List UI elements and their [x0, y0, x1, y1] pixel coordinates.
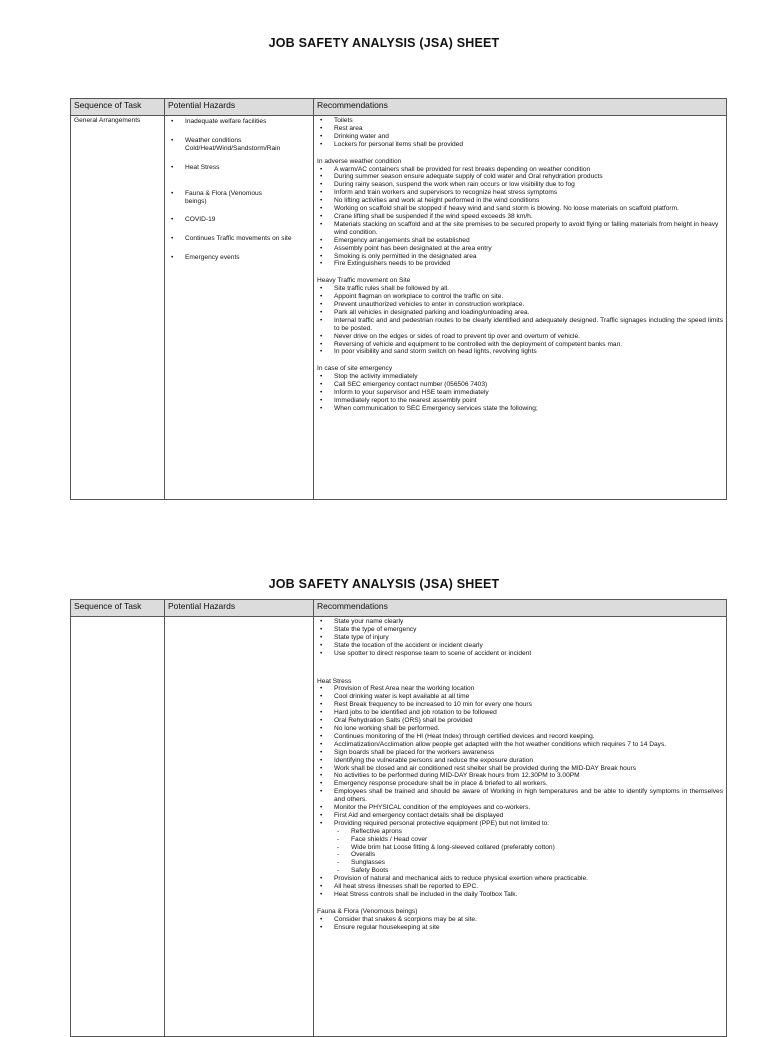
list-item: • A warm/AC containers shall be provided for rest breaks depending on weather condition [317, 166, 723, 174]
list-item: • Provision of natural and mechanical aids to reduce physical exertion where practicable. [317, 875, 723, 883]
list-item: • Emergency response procedure shall be in place & briefed to all workers. [317, 780, 723, 788]
list-item: • Provision of Rest Area near the working location [317, 685, 723, 693]
list-item: • Emergency arrangements shall be established [317, 237, 723, 245]
recommendations-cell [314, 116, 727, 500]
list-item: • First Aid and emergency contact details shall be displayed [317, 812, 723, 820]
list-item: • When communication to SEC Emergency services state the following; [317, 405, 723, 413]
list-item: • Providing required personal protective equipment (PPE) but not limited to: [317, 820, 723, 828]
page2-title: JOB SAFETY ANALYSIS (JSA) SHEET [268, 577, 500, 591]
emergency-cont-list [317, 618, 723, 658]
header-potential-hazards: Potential Hazards [165, 99, 314, 116]
list-item: • Lockers for personal items shall be provided [317, 141, 723, 149]
traffic-list [317, 285, 723, 356]
list-item: • Rest area [317, 125, 723, 133]
task-cell-empty [71, 617, 165, 1037]
traffic-heading: Heavy Traffic movement on Site [317, 277, 411, 285]
list-item: - Sunglasses [317, 859, 723, 867]
list-item: • State the type of emergency [317, 626, 723, 634]
hazard-item: • Emergency events [168, 254, 310, 262]
page2-header-row [71, 600, 727, 617]
page1-title: JOB SAFETY ANALYSIS (JSA) SHEET [268, 36, 500, 50]
list-item: • In poor visibility and sand storm switch on head lights, revolving lights [317, 348, 723, 356]
heat-stress-list [317, 685, 723, 827]
recommendations-cell [314, 617, 727, 1037]
header-sequence-of-task: Sequence of Task [71, 600, 165, 617]
list-item: • Working on scaffold shall be stopped if heavy wind and sand storm is blowing. No loose materials on scaffold platform. [317, 205, 723, 213]
hazard-item: • Fauna & Flora (Venomous beings) [168, 190, 310, 206]
list-item: • Heat Stress controls shall be included in the daily Toolbox Talk. [317, 891, 723, 899]
list-item: • Never drive on the edges or sides of road to prevent tip over and overturn of vehicle. [317, 333, 723, 341]
list-item: • Hard jobs to be identified and job rotation to be followed [317, 709, 723, 717]
list-item: • Identifying the vulnerable persons and reduce the exposure duration [317, 757, 723, 765]
fauna-flora-heading: Fauna & Flora (Venomous beings) [317, 907, 418, 915]
list-item: • Employees shall be trained and should be aware of Working in high temperatures and be able to identify symptoms in themselves and others. [317, 788, 723, 804]
hazard-item: • Continues Traffic movements on site [168, 235, 310, 243]
list-item: • Internal traffic and and pedestrian routes to be clearly identified and adequately designed. Traffic signages including the speed limits to be posted. [317, 317, 723, 333]
hazard-item: • Inadequate welfare facilities [168, 118, 310, 126]
list-item: • Cool drinking water is kept available at all time [317, 693, 723, 701]
hazards-cell [165, 116, 314, 500]
list-item: • Crane lifting shall be suspended if the wind speed exceeds 38 km/h. [317, 213, 723, 221]
list-item: • Stop the activity immediately [317, 373, 723, 381]
list-item: - Safety Boots [317, 867, 723, 875]
emergency-list [317, 373, 723, 413]
hazard-item: • Heat Stress [168, 164, 310, 172]
list-item: • Sign boards shall be placed for the workers awareness [317, 749, 723, 757]
list-item: • Toilets [317, 117, 723, 125]
list-item: • Continues monitoring of the HI (Heat Index) through certified devices and record keeping. [317, 733, 723, 741]
emergency-heading: In case of site emergency [317, 365, 393, 373]
page1-body-row [71, 116, 727, 500]
welfare-list [317, 117, 723, 149]
task-cell: General Arrangements [71, 116, 165, 500]
fauna-flora-list [317, 916, 723, 932]
list-item: - Face shields / Head cover [317, 836, 723, 844]
list-item: • No lifting activities and work at height performed in the wind conditions [317, 197, 723, 205]
weather-heading: In adverse weather condition [317, 157, 402, 165]
hazard-item: • COVID-19 [168, 216, 310, 224]
list-item: • Park all vehicles in designated parking and loading/unloading area. [317, 309, 723, 317]
list-item: • Inform and train workers and supervisors to recognize heat stress symptoms [317, 189, 723, 197]
list-item: • Assembly point has been designated at the area entry [317, 245, 723, 253]
list-item: • Site traffic rules shall be followed by all. [317, 285, 723, 293]
list-item: • Prevent unauthorized vehicles to enter in construction workplace. [317, 301, 723, 309]
list-item: • Work shall be closed and air conditioned rest shelter shall be provided during the MID-DAY Break hours [317, 765, 723, 773]
list-item: • Monitor the PHYSICAL condition of the employees and co-workers. [317, 804, 723, 812]
header-sequence-of-task: Sequence of Task [71, 99, 165, 116]
list-item: • Acclimatization/Acclimation allow people get adapted with the hot weather conditions which requires 7 to 14 Days. [317, 741, 723, 749]
header-recommendations: Recommendations [314, 600, 727, 617]
heat-stress-heading: Heat Stress [317, 677, 352, 685]
list-item: • Call SEC emergency contact number (056506 7403) [317, 381, 723, 389]
list-item: • Reversing of vehicle and equipment to be controlled with the deployment of competent banks man. [317, 341, 723, 349]
list-item: • Appoint flagman on workplace to control the traffic on site. [317, 293, 723, 301]
list-item: - Wide brim hat Loose fitting & long-sleeved collared (preferably cotton) [317, 844, 723, 852]
list-item: • Smoking is only permitted in the designated area [317, 253, 723, 261]
list-item: • Drinking water and [317, 133, 723, 141]
list-item: - Overalls [317, 851, 723, 859]
page1-jsa-table [70, 98, 727, 500]
list-item: • Rest Break frequency to be increased to 10 min for every one hours [317, 701, 723, 709]
list-item: • State type of injury [317, 634, 723, 642]
list-item: • Use spotter to direct response team to scene of accident or incident [317, 650, 723, 658]
hazards-list [168, 117, 310, 262]
list-item: • During summer season ensure adequate supply of cold water and Oral rehydration products [317, 173, 723, 181]
header-potential-hazards: Potential Hazards [165, 600, 314, 617]
list-item: • Fire Extinguishers needs to be provided [317, 260, 723, 268]
list-item: - Reflective aprons [317, 828, 723, 836]
list-item: • Consider that snakes & scorpions may be at site. [317, 916, 723, 924]
hazards-cell-empty [165, 617, 314, 1037]
weather-list [317, 166, 723, 269]
list-item: • Materials stacking on scaffold and at the site premises to be secured properly to avoid flying or falling materials from height in heavy wind condition. [317, 221, 723, 237]
page2-jsa-table [70, 599, 727, 1037]
list-item: • No lone working shall be performed. [317, 725, 723, 733]
hazard-item: • Weather conditions Cold/Heat/Wind/Sandstorm/Rain [168, 137, 310, 153]
list-item: • During rainy season, suspend the work when rain occurs or low visibility due to fog [317, 181, 723, 189]
page1-header-row [71, 99, 727, 116]
list-item: • State the location of the accident or incident clearly [317, 642, 723, 650]
heat-stress-more-list [317, 875, 723, 899]
list-item: • Oral Rehydration Salts (ORS) shall be provided [317, 717, 723, 725]
list-item: • Immediately report to the nearest assembly point [317, 397, 723, 405]
list-item: • Inform to your supervisor and HSE team immediately [317, 389, 723, 397]
ppe-list [317, 828, 723, 875]
list-item: • Ensure regular housekeeping at site [317, 924, 723, 932]
header-recommendations: Recommendations [314, 99, 727, 116]
list-item: • State your name clearly [317, 618, 723, 626]
page2-body-row [71, 617, 727, 1037]
list-item: • All heat stress illnesses shall be reported to EPC. [317, 883, 723, 891]
list-item: • No activities to be performed during MID-DAY Break hours from 12.30PM to 3.00PM [317, 772, 723, 780]
